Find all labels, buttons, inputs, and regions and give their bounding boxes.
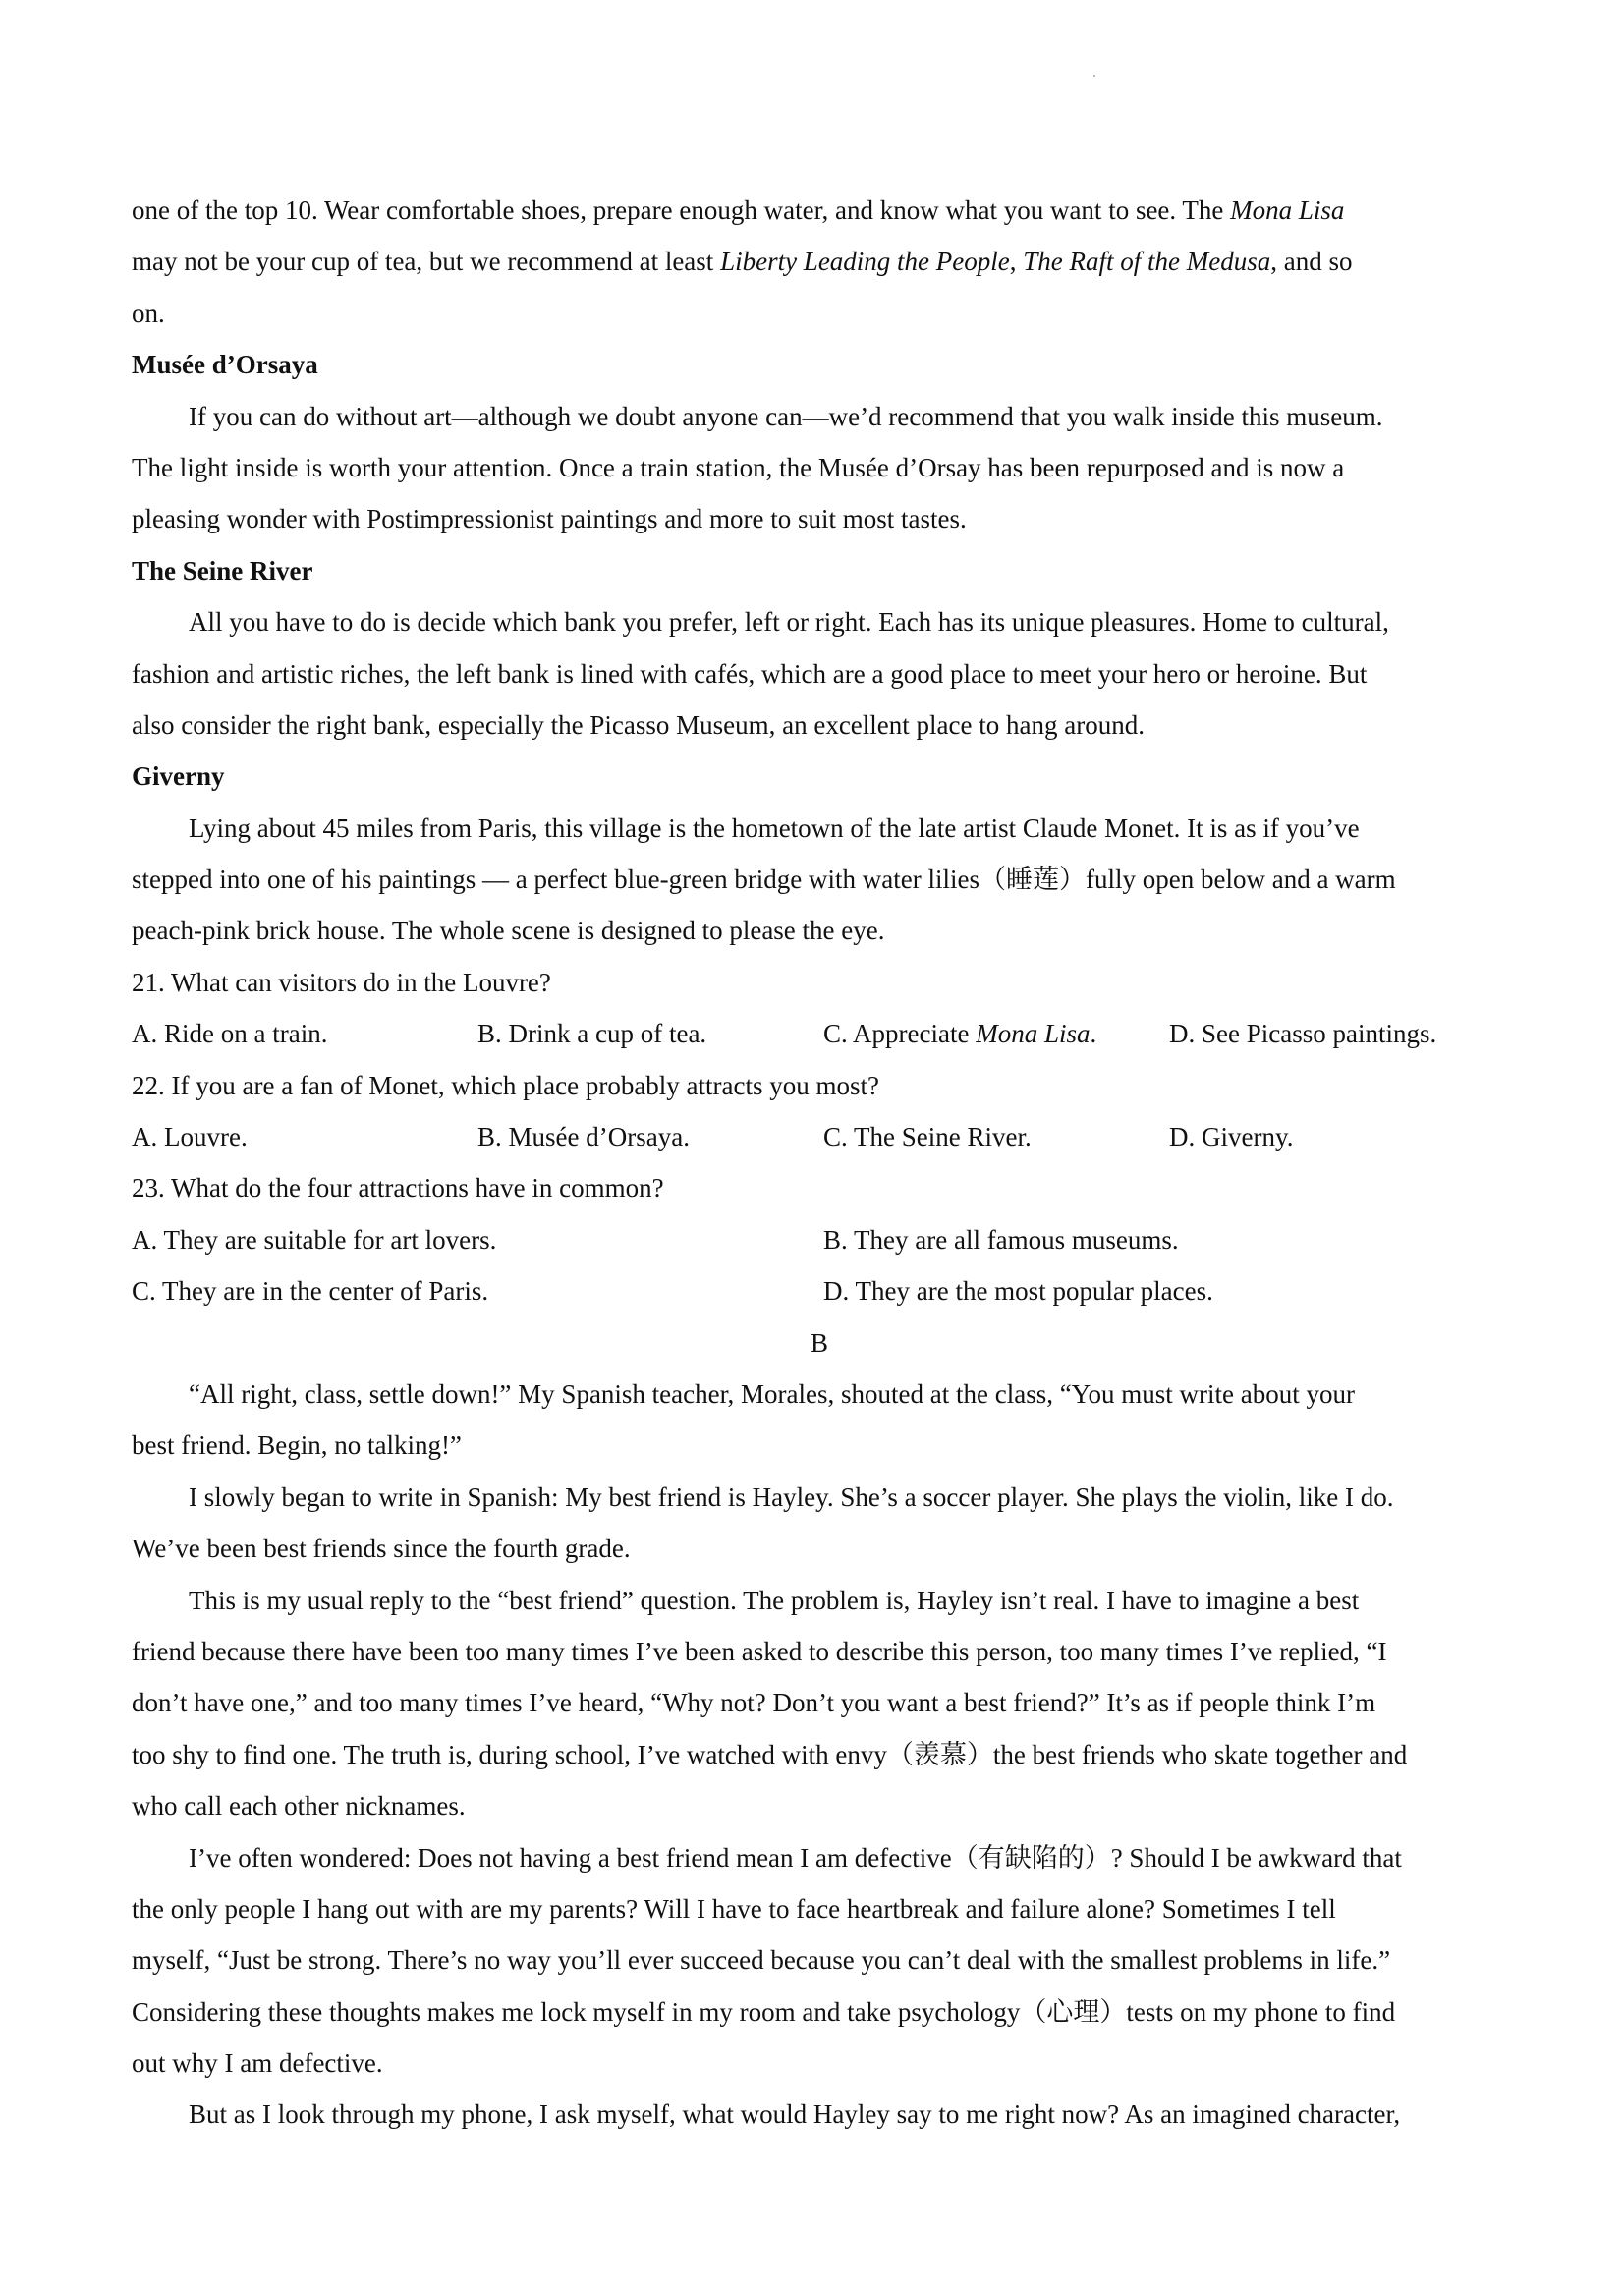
passage-b-label: B [810,1327,828,1358]
q21-option-a: A. Ride on a train. [132,1019,328,1049]
q22-option-d: D. Giverny. [1169,1122,1294,1152]
italic-title: Mona Lisa [1230,196,1345,225]
passage-b-line: I slowly began to write in Spanish: My best friend is Hayley. She’s a soccer player. She plays the violin, like I do. [189,1482,1394,1512]
passage-a-intro [132,185,1507,339]
text-run: may not be your cup of tea, but we recommend at least [132,247,721,277]
passage-a-sections [132,339,1507,957]
passage-b-line: too shy to find one. The truth is, during school, I’ve watched with envy（羡慕）the best friends who skate together and [132,1739,1408,1769]
text-run: on. [132,298,165,328]
passage-b-line: But as I look through my phone, I ask myself, what would Hayley say to me right now? As an imagined character, [189,2100,1401,2130]
question-21-options [132,1008,1507,1059]
intro-line [132,185,1507,236]
q23-option-b: B. They are all famous museums. [823,1224,1179,1255]
q22-option-b: B. Musée d’Orsaya. [477,1122,690,1152]
passage-b-line: best friend. Begin, no talking!” [132,1430,462,1461]
section-paragraph-line: stepped into one of his paintings — a perfect blue-green bridge with water lilies（睡莲）fully open below and a warm [132,865,1396,895]
intro-line [132,236,1507,287]
passage-b-line: This is my usual reply to the “best friend” question. The problem is, Hayley isn’t real. I have to imagine a best [189,1585,1360,1615]
text-run: , [1009,247,1024,277]
question-23-stem: 23. What do the four attractions have in common? [132,1173,664,1204]
section-heading: The Seine River [132,555,313,586]
q22-option-c: C. The Seine River. [823,1122,1032,1152]
q21-option-c-suffix: . [1090,1019,1097,1049]
italic-title: Liberty Leading the People [720,247,1010,277]
passage-b-body [132,1369,1507,2141]
section-paragraph-line: fashion and artistic riches, the left bank is lined with cafés, which are a good place to meet your hero or heroine. But [132,658,1368,689]
q22-option-a: A. Louvre. [132,1122,248,1152]
passage-b-line: myself, “Just be strong. There’s no way you’ll ever succeed because you can’t deal with the smallest problems in life.” [132,1945,1391,1976]
q21-option-c [823,1008,1096,1059]
section-paragraph-line: also consider the right bank, especially the Picasso Museum, an excellent place to hang around. [132,709,1145,740]
q21-option-c-prefix: C. Appreciate [823,1019,977,1049]
q23-option-c: C. They are in the center of Paris. [132,1276,489,1307]
section-paragraph-line: Lying about 45 miles from Paris, this village is the hometown of the late artist Claude Monet. It is as if you’ve [189,812,1360,843]
section-heading: Musée d’Orsaya [132,350,318,380]
passage-b-line: who call each other nicknames. [132,1791,466,1821]
passage-b-line: I’ve often wondered: Does not having a best friend mean I am defective（有缺陷的）? Should I be awkward that [189,1842,1402,1873]
page-content [132,185,1507,2141]
passage-b-line: friend because there have been too many times I’ve been asked to describe this person, too many times I’ve replied, “I [132,1636,1387,1666]
text-run: one of the top 10. Wear comfortable shoes, prepare enough water, and know what you want to see. The [132,196,1231,225]
question-21-stem: 21. What can visitors do in the Louvre? [132,967,551,997]
passage-b-line: We’ve been best friends since the fourth grade. [132,1534,631,1564]
q23-option-a: A. They are suitable for art lovers. [132,1224,497,1255]
italic-title: The Raft of the Medusa [1023,247,1271,277]
section-paragraph-line: If you can do without art—although we doubt anyone can—we’d recommend that you walk inside this museum. [189,401,1383,431]
question-23-options-row1 [132,1214,1507,1265]
q21-option-b: B. Drink a cup of tea. [477,1019,707,1049]
passage-b-line: out why I am defective. [132,2048,383,2079]
passage-b-line: “All right, class, settle down!” My Spanish teacher, Morales, shouted at the class, “You must write about your [189,1378,1355,1409]
q21-option-d: D. See Picasso paintings. [1169,1019,1437,1049]
question-23-options-row2 [132,1265,1507,1316]
passage-b-line: Considering these thoughts makes me lock myself in my room and take psychology（心理）tests on my phone to find [132,1996,1396,2027]
question-22-stem: 22. If you are a fan of Monet, which place probably attracts you most? [132,1070,879,1100]
intro-line [132,288,1507,339]
passage-b-line: the only people I hang out with are my parents? Will I have to face heartbreak and failure alone? Sometimes I tell [132,1893,1336,1924]
question-22-options [132,1111,1507,1162]
text-run: , and so [1270,247,1353,277]
scan-speck [1093,75,1095,77]
q21-option-c-italic: Mona Lisa [976,1019,1091,1049]
section-paragraph-line: peach-pink brick house. The whole scene is designed to please the eye. [132,916,885,946]
section-paragraph-line: The light inside is worth your attention. Once a train station, the Musée d’Orsay has been repurposed and is now a [132,452,1345,482]
section-heading: Giverny [132,761,225,792]
section-paragraph-line: pleasing wonder with Postimpressionist paintings and more to suit most tastes. [132,504,967,534]
section-paragraph-line: All you have to do is decide which bank you prefer, left or right. Each has its unique pleasures. Home to cultural, [189,607,1389,638]
passage-b-line: don’t have one,” and too many times I’ve heard, “Why not? Don’t you want a best friend?” It’s as if people think I’m [132,1688,1376,1718]
q23-option-d: D. They are the most popular places. [823,1276,1213,1307]
